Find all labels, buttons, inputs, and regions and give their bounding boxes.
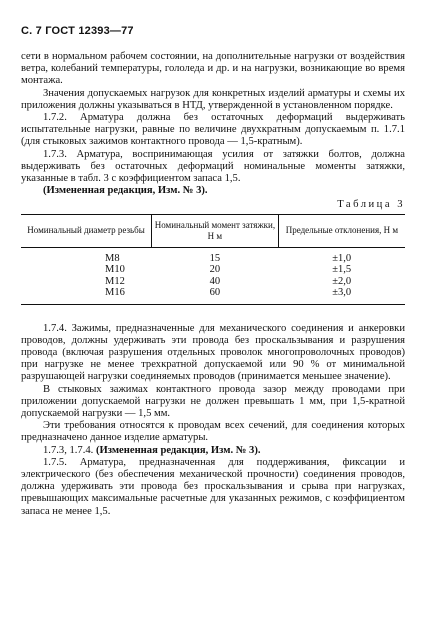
table-header-row	[21, 214, 405, 247]
paragraph: Эти требования относятся к проводам всех сечений, для соединения которых предназначено данное изделие арматуры.	[21, 420, 405, 444]
paragraph: В стыковых зажимах контактного провода зазор между проводами при приложении допускаемой нагрузки не должен превышать 1 мм, при 1,5-кратной допускаемой нагрузки — 1,5 мм.	[21, 383, 405, 420]
torque-table	[21, 214, 405, 305]
table-row	[21, 276, 405, 288]
amendment-note: (Измененная редакция, Изм. № 3).	[43, 185, 208, 197]
paragraph-1-7-2: 1.7.2. Арматура должна без остаточных деформаций выдерживать испытательные нагрузки, равные по величине двухкратным допускаемым п. 1.7.1 (для стыковых зажимов контактного провода — 1,5-кратным).	[21, 112, 405, 148]
table-cell: ±1,0	[332, 252, 352, 264]
column-header: Номинальный момент затяжки, Н м	[152, 214, 279, 247]
paragraph-1-7-3: 1.7.3. Арматура, воспринимающая усилия от затяжки болтов, должна выдерживать без остаточных деформаций номинальные моменты затяжки, указанные в табл. 3 с коэффициентом запаса 1,5.	[21, 148, 405, 185]
table-cell: 20	[209, 264, 221, 276]
table-row	[21, 264, 405, 276]
table-row	[21, 247, 405, 264]
amendment-text: (Измененная редакция, Изм. № 3).	[95, 444, 261, 456]
table-cell: М16	[21, 287, 152, 304]
table-cell: 40	[209, 275, 221, 287]
table-cell: ±2,0	[332, 275, 352, 287]
column-header: Номинальный диаметр резьбы	[21, 214, 152, 247]
column-header: Предельные отклонения, Н м	[278, 214, 405, 247]
paragraph: сети в нормальном рабочем состоянии, на дополнительные нагрузки от воздействия ветра, колебаний температуры, гололеда и др. и на нагрузки, возникающие во время монтажа.	[21, 51, 405, 87]
table-cell: ±3,0	[278, 287, 405, 304]
table-cell: 15	[209, 252, 221, 264]
paragraph-1-7-4: 1.7.4. Зажимы, предназначенные для механического соединения и анкеровки проводов, должны удерживать эти провода без проскальзывания и разрушения провода (включая разрушения отдельных проволок многопроволочных проводов) при нагрузке не менее трехкратной допускаемой или 90 % от минимальной разрушающей нагрузки соединяемых проводов (принимается меньшее значение).	[21, 322, 405, 383]
document-body	[21, 51, 405, 518]
table-row	[21, 287, 405, 304]
page-header: С. 7 ГОСТ 12393—77	[21, 25, 134, 37]
table-cell: ±1,5	[332, 264, 352, 276]
paragraph-1-7-5: 1.7.5. Арматура, предназначенная для поддерживания, фиксации и электрического (без обеспечения механической прочности) соединения проводов, должна удерживать эти провода без проскальзывания и срыва при нагрузках, превышающих максимальные расчетные для указанных режимов, с коэффициентом запаса не менее 1,5.	[21, 456, 405, 517]
table-caption: Таблица 3	[337, 199, 405, 211]
amendment-note-2	[21, 445, 405, 457]
table-cell: М8	[105, 252, 120, 264]
amendment-prefix: 1.7.3, 1.7.4.	[43, 444, 96, 456]
table-cell: М12	[105, 275, 125, 287]
paragraph: Значения допускаемых нагрузок для конкретных изделий арматуры и схемы их приложения должны указываться в НТД, утвержденной в установленном порядке.	[21, 87, 405, 111]
table-cell: 60	[152, 287, 279, 304]
table-cell: М10	[105, 264, 125, 276]
